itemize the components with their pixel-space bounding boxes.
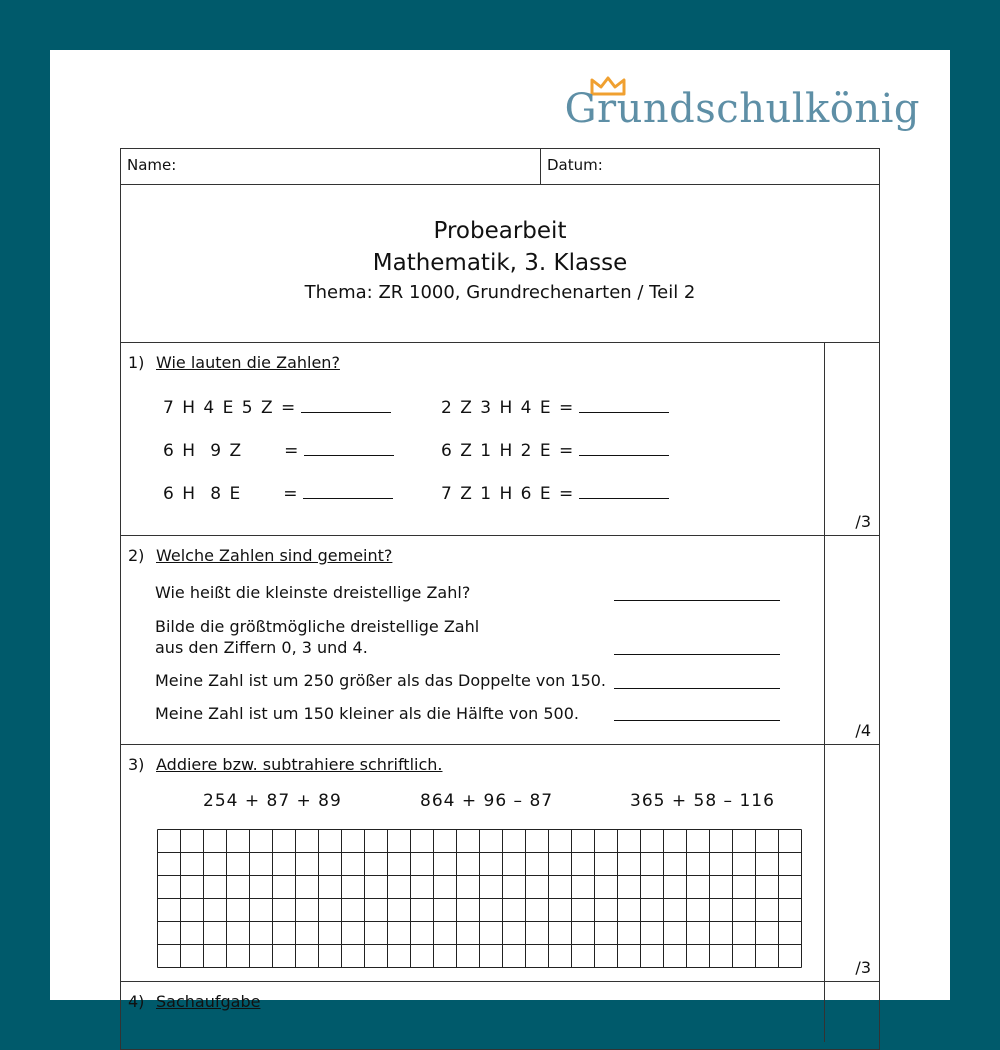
- task-2: [121, 536, 879, 745]
- task-1: [121, 343, 879, 536]
- points-label: /4: [855, 721, 871, 740]
- answer-blank[interactable]: [579, 484, 669, 499]
- task-number: 1): [128, 353, 145, 372]
- brand-logo: [564, 80, 920, 140]
- answer-line[interactable]: [614, 720, 780, 721]
- task-4: [121, 982, 879, 1042]
- item-text: 6 H 8 E =: [163, 484, 299, 504]
- item-text: 6 H 9 Z =: [163, 441, 300, 461]
- name-field[interactable]: Name:: [121, 149, 541, 184]
- points-column: [824, 536, 879, 744]
- question-item: Wie heißt die kleinste dreistellige Zahl?: [155, 583, 471, 602]
- answer-line[interactable]: [614, 688, 780, 689]
- points-label: /3: [855, 512, 871, 531]
- item-text: 7 Z 1 H 6 E =: [441, 484, 575, 504]
- exam-header: [121, 185, 879, 343]
- answer-blank[interactable]: [579, 398, 669, 413]
- item-text: 7 H 4 E 5 Z =: [163, 398, 297, 418]
- calculation: 864 + 96 – 87: [420, 791, 554, 811]
- task-number: 4): [128, 992, 145, 1011]
- question-item: Meine Zahl ist um 150 kleiner als die Hälfte von 500.: [155, 704, 579, 723]
- task-heading: [128, 353, 340, 372]
- number-item: [441, 484, 669, 504]
- answer-blank[interactable]: [304, 441, 394, 456]
- points-column: [824, 982, 879, 1042]
- question-item: Meine Zahl ist um 250 größer als das Doppelte von 150.: [155, 671, 607, 690]
- number-item: [441, 398, 669, 418]
- number-item: [163, 441, 394, 461]
- points-column: [824, 745, 879, 981]
- calculation: 254 + 87 + 89: [203, 791, 342, 811]
- task-question: Wie lauten die Zahlen?: [156, 353, 340, 372]
- item-text: 2 Z 3 H 4 E =: [441, 398, 575, 418]
- date-field[interactable]: Datum:: [547, 156, 603, 174]
- task-question: Addiere bzw. subtrahiere schriftlich.: [156, 755, 443, 774]
- task-question: Sachaufgabe: [156, 992, 261, 1011]
- item-text: 6 Z 1 H 2 E =: [441, 441, 575, 461]
- task-heading: [128, 992, 260, 1011]
- answer-line[interactable]: [614, 654, 780, 655]
- calculation-grid[interactable]: [157, 829, 807, 969]
- name-date-row: [121, 149, 879, 185]
- task-question: Welche Zahlen sind gemeint?: [156, 546, 393, 565]
- points-label: /3: [855, 958, 871, 977]
- exam-title: Probearbeit: [433, 217, 567, 244]
- task-number: 3): [128, 755, 145, 774]
- number-item: [441, 441, 669, 461]
- points-column: [824, 343, 879, 535]
- number-item: [163, 398, 391, 418]
- answer-line[interactable]: [614, 600, 780, 601]
- logo-text: Grundschulkönig: [564, 86, 920, 132]
- calculation: 365 + 58 – 116: [630, 791, 775, 811]
- question-item: aus den Ziffern 0, 3 und 4.: [155, 638, 368, 657]
- question-item: Bilde die größtmögliche dreistellige Zahl: [155, 617, 480, 636]
- task-number: 2): [128, 546, 145, 565]
- number-item: [163, 484, 393, 504]
- exam-subtitle: Mathematik, 3. Klasse: [372, 249, 628, 276]
- task-3: [121, 745, 879, 982]
- task-heading: [128, 755, 442, 774]
- answer-blank[interactable]: [301, 398, 391, 413]
- answer-blank[interactable]: [303, 484, 393, 499]
- exam-form: [120, 148, 880, 1050]
- task-heading: [128, 546, 392, 565]
- exam-topic: Thema: ZR 1000, Grundrechenarten / Teil 2: [304, 281, 696, 303]
- worksheet-page: [50, 50, 950, 1011]
- answer-blank[interactable]: [579, 441, 669, 456]
